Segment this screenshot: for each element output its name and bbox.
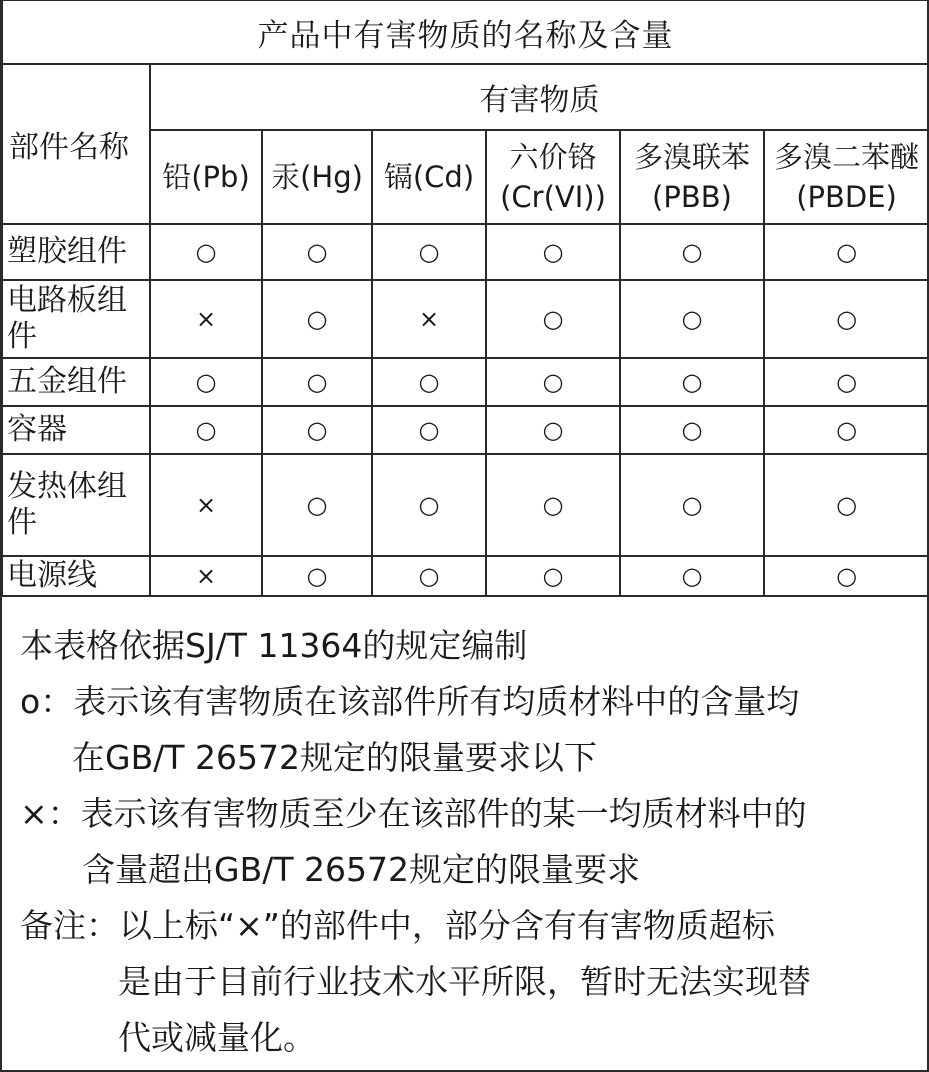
part-name-cell: 容器 bbox=[2, 406, 150, 454]
substance-column-header bbox=[262, 130, 372, 224]
substance-mark-cell: ○ bbox=[486, 358, 620, 406]
substance-mark-cell: ○ bbox=[150, 358, 262, 406]
circle-symbol: o bbox=[20, 682, 41, 721]
substance-mark-cell: ○ bbox=[372, 556, 486, 596]
cross-symbol: × bbox=[20, 794, 48, 833]
substance-symbol: (PBB) bbox=[652, 180, 732, 214]
remark-note: 备注：以上标“×”的部件中，部分含有有害物质超标 bbox=[20, 906, 775, 945]
substance-mark-cell: ○ bbox=[262, 280, 372, 358]
cross-note bbox=[20, 786, 917, 842]
substance-mark-cell: ○ bbox=[620, 454, 764, 556]
substance-mark-cell: × bbox=[372, 280, 486, 358]
substance-mark-cell: ○ bbox=[262, 224, 372, 280]
cross-note-text: ：表示该有害物质至少在该部件的某一均质材料中的 bbox=[47, 794, 807, 833]
substance-mark-cell: ○ bbox=[262, 556, 372, 596]
substance-mark-cell: ○ bbox=[620, 280, 764, 358]
table-row bbox=[2, 280, 929, 358]
substance-mark-cell: ○ bbox=[372, 358, 486, 406]
substance-column-header bbox=[620, 130, 764, 224]
substance-mark-cell: ○ bbox=[620, 556, 764, 596]
table-row bbox=[2, 556, 929, 596]
substance-mark-cell: ○ bbox=[372, 224, 486, 280]
table-title: 产品中有害物质的名称及含量 bbox=[2, 0, 929, 64]
substance-mark-cell: ○ bbox=[262, 454, 372, 556]
substance-mark-cell: × bbox=[150, 280, 262, 358]
part-name-cell: 发热体组件 bbox=[2, 454, 150, 556]
substance-name: 多溴二苯醚 bbox=[774, 140, 920, 174]
circle-note-continued: 在GB/T 26572规定的限量要求以下 bbox=[72, 738, 597, 777]
substance-mark-cell: ○ bbox=[150, 406, 262, 454]
substance-column-header bbox=[150, 130, 262, 224]
substance-name: 镉(Cd) bbox=[383, 160, 475, 194]
substance-mark-cell: ○ bbox=[620, 358, 764, 406]
table-row bbox=[2, 454, 929, 556]
substance-mark-cell: ○ bbox=[486, 556, 620, 596]
part-name-header: 部件名称 bbox=[2, 64, 150, 224]
substance-mark-cell: ○ bbox=[486, 224, 620, 280]
substance-mark-cell: ○ bbox=[262, 358, 372, 406]
part-name-cell: 五金组件 bbox=[2, 358, 150, 406]
substance-mark-cell: ○ bbox=[764, 556, 929, 596]
substance-mark-cell: ○ bbox=[486, 406, 620, 454]
table-row bbox=[2, 358, 929, 406]
substance-mark-cell: × bbox=[150, 556, 262, 596]
standard-note: 本表格依据SJ/T 11364的规定编制 bbox=[20, 626, 528, 665]
circle-note bbox=[20, 674, 917, 730]
substance-name: 铅(Pb) bbox=[162, 160, 250, 194]
hazardous-substance-header: 有害物质 bbox=[150, 64, 929, 130]
substance-mark-cell: ○ bbox=[620, 406, 764, 454]
substance-mark-cell: × bbox=[150, 454, 262, 556]
table-row bbox=[2, 224, 929, 280]
substance-name: 汞(Hg) bbox=[271, 160, 363, 194]
substance-mark-cell: ○ bbox=[764, 454, 929, 556]
substance-column-header bbox=[764, 130, 929, 224]
substance-mark-cell: ○ bbox=[372, 454, 486, 556]
part-name-cell: 塑胶组件 bbox=[2, 224, 150, 280]
remark-note-continued: 是由于目前行业技术水平所限，暂时无法实现替 bbox=[118, 962, 811, 1001]
substance-mark-cell: ○ bbox=[486, 454, 620, 556]
substance-mark-cell: ○ bbox=[764, 280, 929, 358]
substance-mark-cell: ○ bbox=[262, 406, 372, 454]
substance-mark-cell: ○ bbox=[764, 406, 929, 454]
remark-note-end: 代或减量化。 bbox=[118, 1018, 316, 1057]
circle-note-text: ：表示该有害物质在该部件所有均质材料中的含量均 bbox=[40, 682, 800, 721]
substance-mark-cell: ○ bbox=[372, 406, 486, 454]
hazardous-substances-table bbox=[1, 0, 929, 597]
substance-column-header bbox=[486, 130, 620, 224]
substance-mark-cell: ○ bbox=[150, 224, 262, 280]
substance-symbol: (Cr(VI)) bbox=[500, 180, 606, 214]
notes-section bbox=[20, 618, 917, 1066]
substance-mark-cell: ○ bbox=[764, 224, 929, 280]
substance-mark-cell: ○ bbox=[620, 224, 764, 280]
table-row bbox=[2, 406, 929, 454]
substance-name: 六价铬 bbox=[509, 140, 597, 174]
cross-note-continued: 含量超出GB/T 26572规定的限量要求 bbox=[82, 850, 640, 889]
part-name-cell: 电路板组件 bbox=[2, 280, 150, 358]
substance-mark-cell: ○ bbox=[764, 358, 929, 406]
substance-name: 多溴联苯 bbox=[633, 140, 750, 174]
substance-mark-cell: ○ bbox=[486, 280, 620, 358]
substance-symbol: (PBDE) bbox=[796, 180, 897, 214]
part-name-cell: 电源线 bbox=[2, 556, 150, 596]
substance-column-header bbox=[372, 130, 486, 224]
